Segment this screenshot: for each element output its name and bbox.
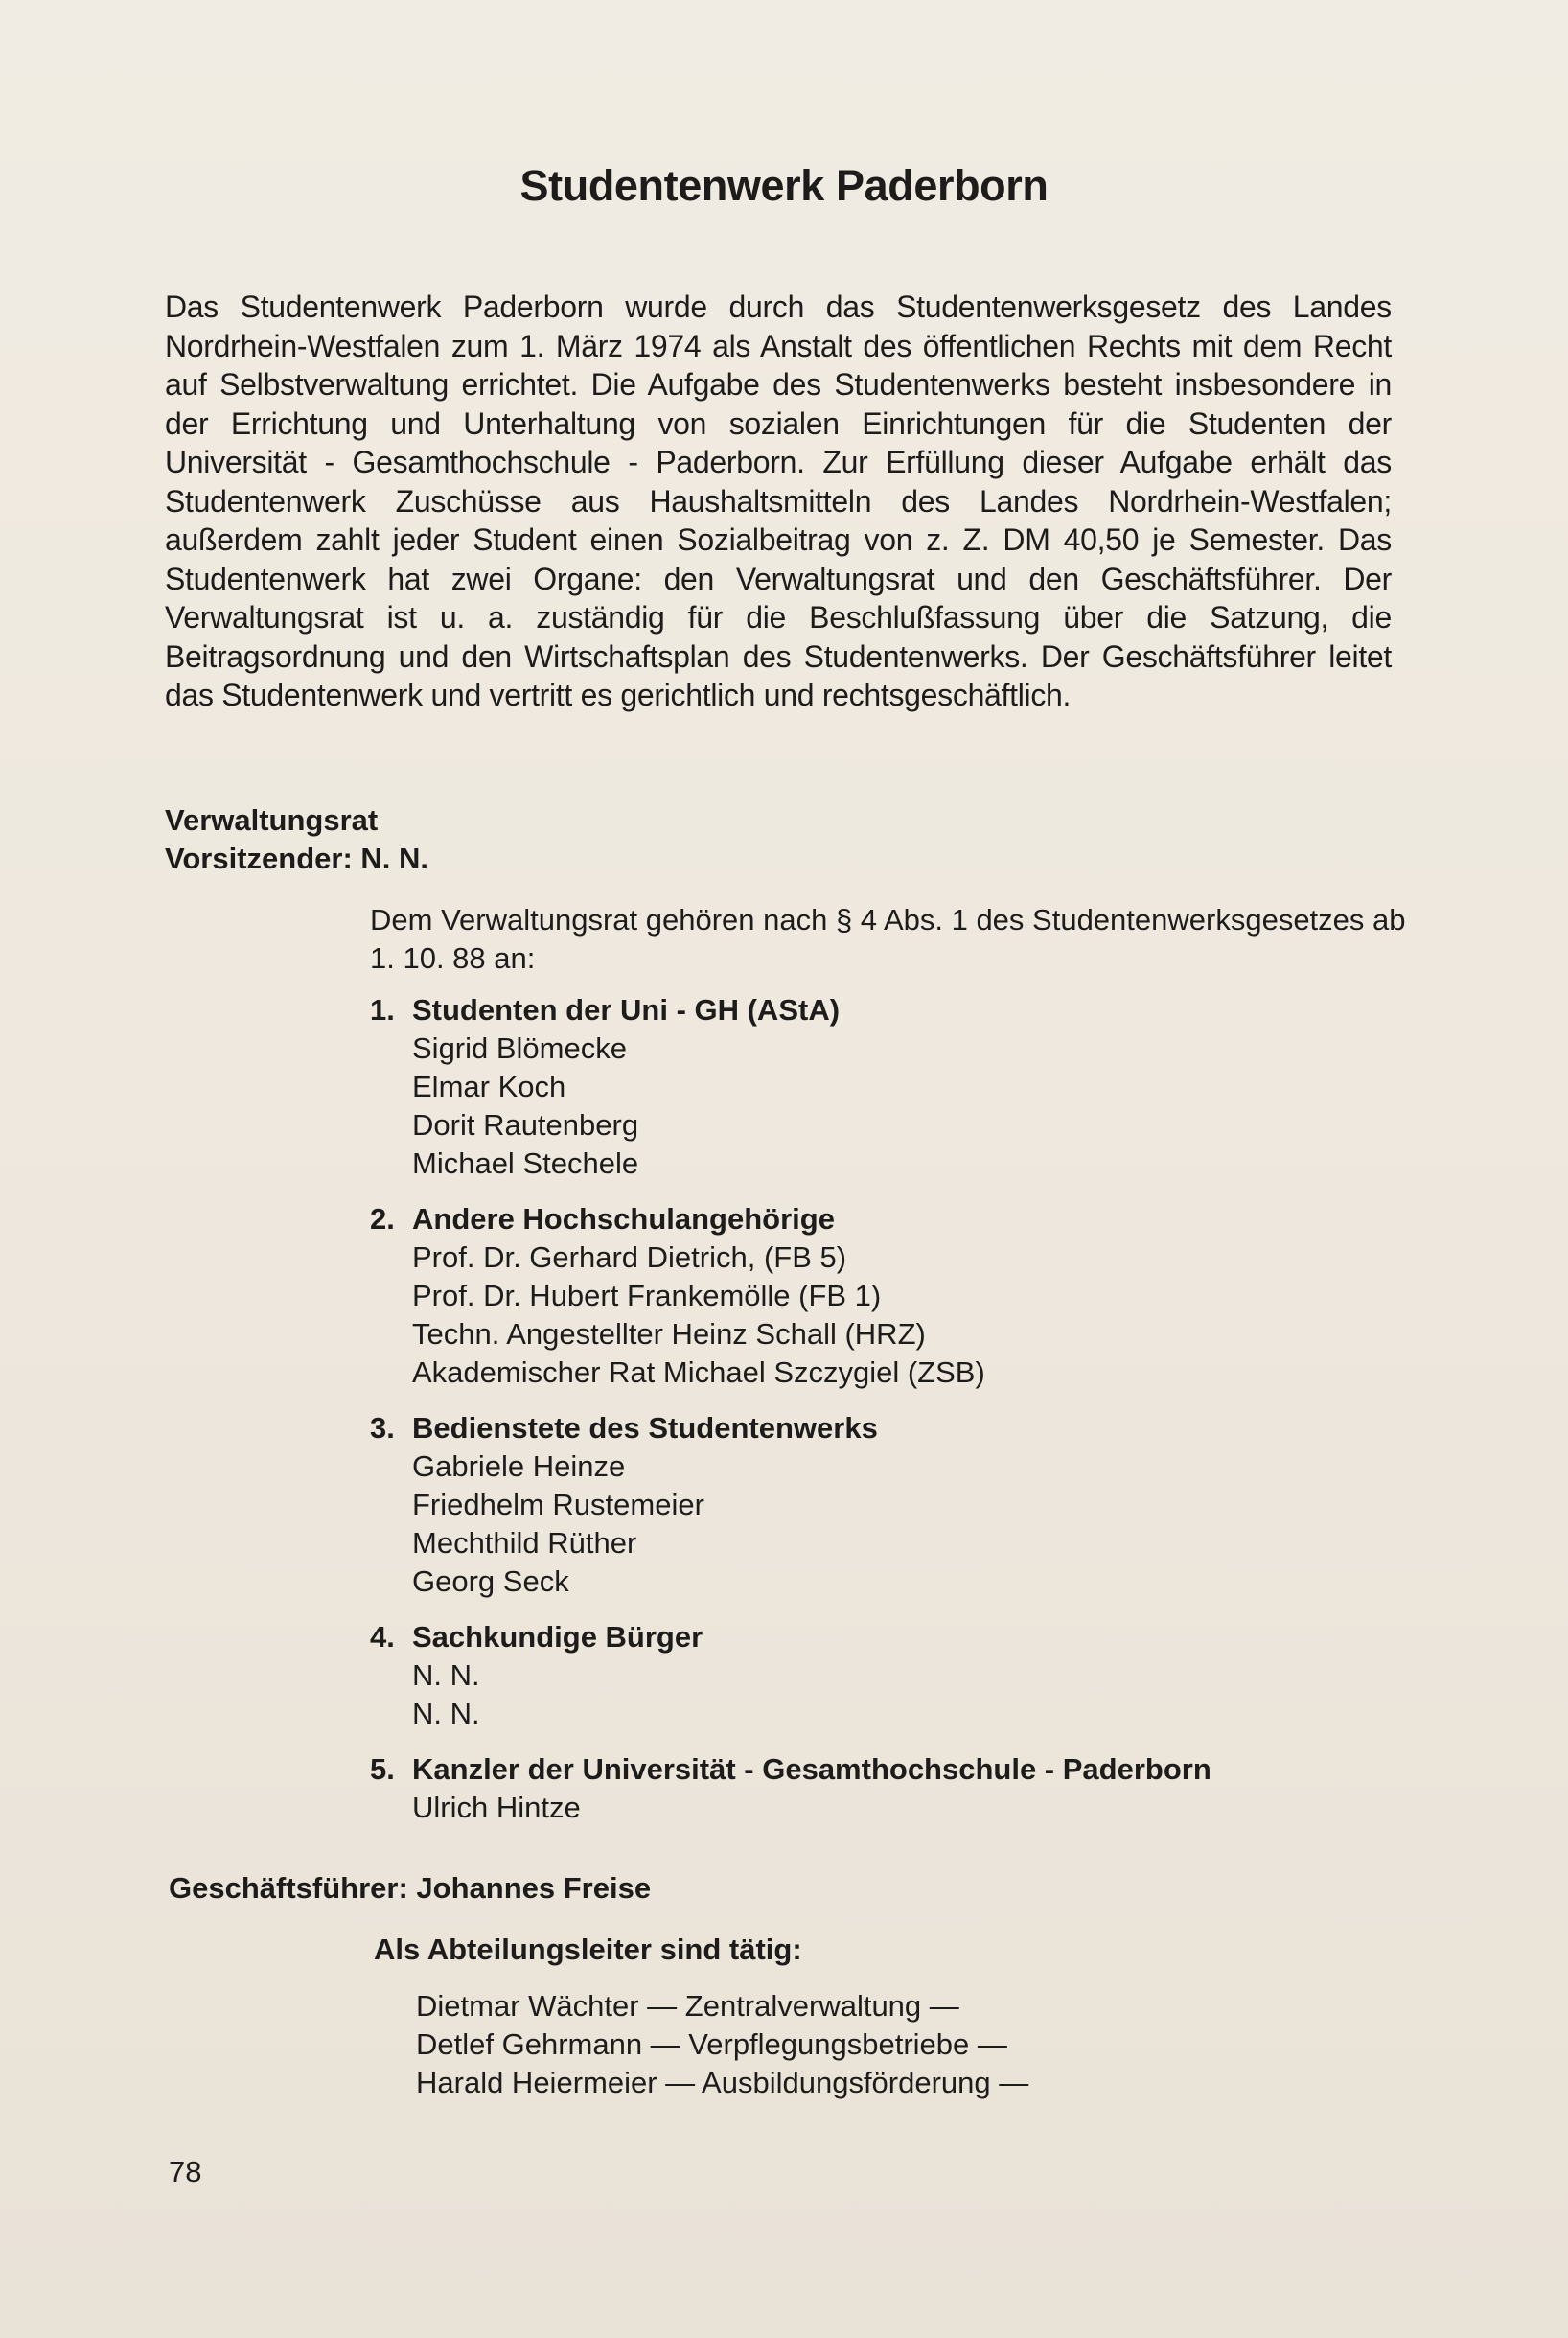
member-group xyxy=(370,1618,1415,1733)
member-group-number: 4. xyxy=(370,1620,395,1654)
member-name: Elmar Koch xyxy=(412,1070,566,1103)
member-group-heading xyxy=(370,1750,1415,1789)
member-name: Georg Seck xyxy=(412,1564,569,1598)
member-group-number: 3. xyxy=(370,1411,395,1445)
member-group-heading xyxy=(370,991,1415,1030)
member-group-heading xyxy=(370,1409,1415,1447)
abteilungsleiter-item: Dietmar Wächter — Zentralverwaltung — xyxy=(416,1989,959,2023)
member-group-heading xyxy=(370,1618,1415,1656)
member-group xyxy=(370,1409,1415,1601)
member-name: N. N. xyxy=(412,1697,480,1730)
member-group-number: 2. xyxy=(370,1202,395,1236)
member-group-title: Andere Hochschulangehörige xyxy=(412,1202,835,1236)
member-group-title: Bedienstete des Studentenwerks xyxy=(412,1411,878,1445)
abteilungsleiter-item: Detlef Gehrmann — Verpflegungsbetriebe — xyxy=(416,2027,1007,2061)
abteilungsleiter-heading: Als Abteilungsleiter sind tätig: xyxy=(374,1933,802,1966)
member-group-number: 1. xyxy=(370,993,395,1027)
member-group xyxy=(370,991,1415,1183)
abteilungsleiter-list xyxy=(416,1987,1028,2102)
intro-paragraph: Das Studentenwerk Paderborn wurde durch das Studentenwerksgesetz des Landes Nordrhein-Westfalen zum 1. März 1974 als Anstalt des öffentlichen Rechts mit dem Recht auf Selbstverwaltung errichtet. Die Aufgabe des Studentenwerks besteht insbesondere in der Errichtung und Unterhaltung von sozialen Einrichtungen für die Studenten der Universität - Gesamthochschule - Paderborn. Zur Erfüllung dieser Aufgabe erhält das Studentenwerk Zuschüsse aus Haushaltsmitteln des Landes Nordrhein-Westfalen; außerdem zahlt jeder Student einen Sozialbeitrag von z. Z. DM 40,50 je Semester. Das Studentenwerk hat zwei Organe: den Verwaltungsrat und den Geschäftsführer. Der Verwaltungsrat ist u. a. zuständig für die Beschlußfassung über die Satzung, die Beitragsordnung und den Wirtschaftsplan des Studentenwerks. Der Geschäftsführer leitet das Studentenwerk und vertritt es gerichtlich und rechtsgeschäftlich. xyxy=(165,289,1392,712)
member-group-number: 5. xyxy=(370,1752,395,1786)
member-group xyxy=(370,1750,1415,1827)
member-group-title: Studenten der Uni - GH (AStA) xyxy=(412,993,841,1027)
geschaeftsfuehrer-line: Geschäftsführer: Johannes Freise xyxy=(169,1871,652,1905)
member-name: Gabriele Heinze xyxy=(412,1449,626,1483)
member-name: N. N. xyxy=(412,1658,480,1692)
member-group xyxy=(370,1200,1415,1392)
abteilungsleiter-item: Harald Heiermeier — Ausbildungsförderung — xyxy=(416,2066,1029,2099)
verwaltungsrat-description: Dem Verwaltungsrat gehören nach § 4 Abs. 1 des Studentenwerksgesetzes ab 1. 10. 88 an: xyxy=(370,903,1406,975)
verwaltungsrat-heading-block xyxy=(165,801,428,878)
member-name: Prof. Dr. Gerhard Dietrich, (FB 5) xyxy=(412,1240,847,1274)
member-name: Ulrich Hintze xyxy=(412,1791,581,1824)
member-name: Sigrid Blömecke xyxy=(412,1031,627,1065)
member-name: Prof. Dr. Hubert Frankemölle (FB 1) xyxy=(412,1279,882,1312)
member-name: Michael Stechele xyxy=(412,1146,639,1180)
member-name: Friedhelm Rustemeier xyxy=(412,1488,704,1521)
member-group-title: Sachkundige Bürger xyxy=(412,1620,703,1654)
verwaltungsrat-heading: Verwaltungsrat xyxy=(165,803,379,837)
member-groups xyxy=(370,991,1415,1827)
member-name: Techn. Angestellter Heinz Schall (HRZ) xyxy=(412,1317,926,1351)
member-group-heading xyxy=(370,1200,1415,1238)
verwaltungsrat-chair: Vorsitzender: N. N. xyxy=(165,842,429,875)
page-number: 78 xyxy=(169,2155,202,2188)
member-name: Akademischer Rat Michael Szczygiel (ZSB) xyxy=(412,1355,985,1389)
member-name: Mechthild Rüther xyxy=(412,1526,637,1560)
page-title: Studentenwerk Paderborn xyxy=(519,161,1049,210)
member-group-title: Kanzler der Universität - Gesamthochschule - Paderborn xyxy=(412,1752,1211,1786)
verwaltungsrat-body xyxy=(370,901,1415,1844)
member-name: Dorit Rautenberg xyxy=(412,1108,639,1142)
